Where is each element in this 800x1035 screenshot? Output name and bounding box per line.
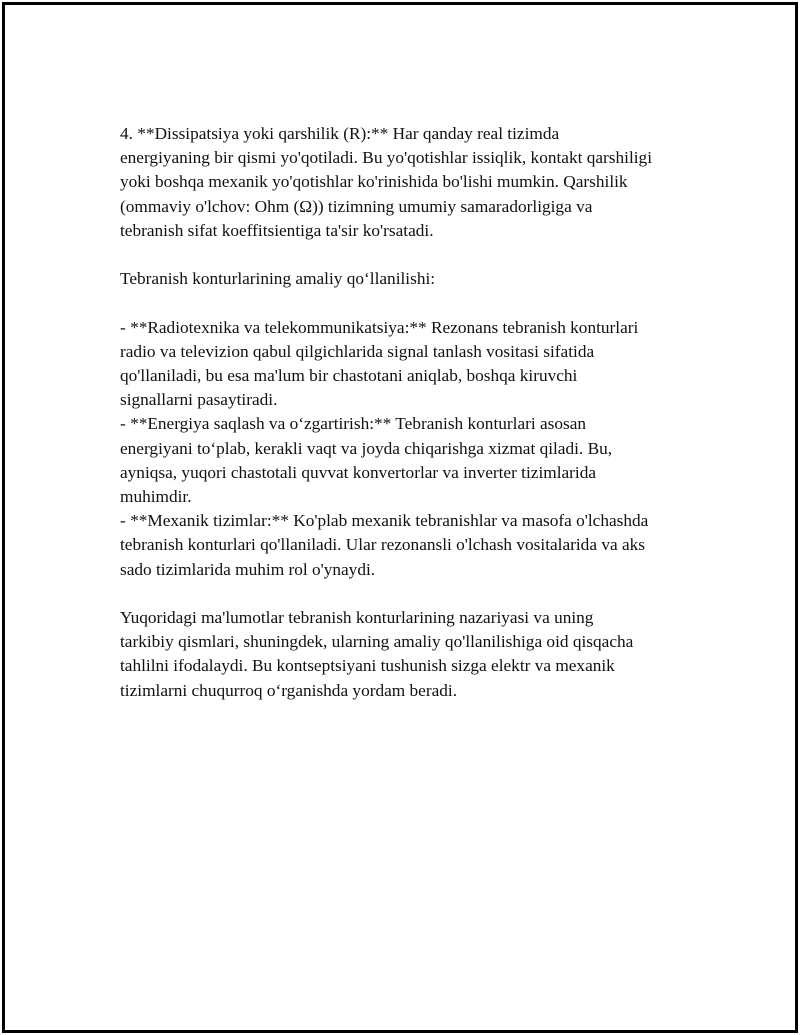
text-line: - **Mexanik tizimlar:** Ko'plab mexanik tebranishlar va masofa o'lchashda [120, 511, 649, 531]
text-line: - **Radiotexnika va telekommunikatsiya:** Rezonans tebranish konturlari [120, 317, 639, 337]
text-line: energiyaning bir qismi yo'qotiladi. Bu yo'qotishlar issiqlik, kontakt qarshiligi [120, 148, 652, 168]
text-line: sado tizimlarida muhim rol o'ynaydi. [120, 559, 376, 579]
paragraph-spacer [120, 243, 710, 267]
paragraph-dissipation [120, 122, 710, 243]
text-line: tebranish konturlari qo'llaniladi. Ular rezonansli o'lchash vositalarida va aks [120, 535, 645, 555]
document-page [2, 2, 798, 1033]
text-line: 4. **Dissipatsiya yoki qarshilik (R):** Har qanday real tizimda [120, 124, 560, 143]
text-line: signallarni pasaytiradi. [120, 390, 278, 410]
text-line: tarkibiy qismlari, shuningdek, ularning amaliy qo'llanilishiga oid qisqacha [120, 632, 634, 652]
text-line: yoki boshqa mexanik yo'qotishlar ko'rinishida bo'lishi mumkin. Qarshilik [120, 172, 628, 192]
text-line: tebranish sifat koeffitsientiga ta'sir ko'rsatadi. [120, 220, 434, 240]
text-line: tahlilni ifodalaydi. Bu kontseptsiyani tushunish sizga elektr va mexanik [120, 656, 615, 676]
text-line: energiyani toʻplab, kerakli vaqt va joyda chiqarishga xizmat qiladi. Bu, [120, 438, 613, 458]
paragraph-conclusion [120, 606, 710, 703]
text-line: - **Energiya saqlash va oʻzgartirish:** Tebranish konturlari asosan [120, 414, 587, 434]
text-line: Yuqoridagi ma'lumotlar tebranish konturlarining nazariyasi va uning [120, 608, 594, 628]
applications-list [120, 316, 710, 582]
text-line: radio va televizion qabul qilgichlarida signal tanlash vositasi sifatida [120, 341, 595, 361]
text-line: qo'llaniladi, bu esa ma'lum bir chastotani aniqlab, boshqa kiruvchi [120, 366, 578, 385]
text-line: tizimlarni chuqurroq oʻrganishda yordam beradi. [120, 680, 458, 700]
document-body [120, 122, 710, 703]
paragraph-spacer [120, 291, 710, 315]
text-line: Tebranish konturlarining amaliy qoʻllanilishi: [120, 269, 436, 289]
section-heading [120, 267, 710, 291]
text-line: (ommaviy o'lchov: Ohm (Ω)) tizimning umumiy samaradorligiga va [120, 196, 593, 216]
paragraph-spacer [120, 582, 710, 606]
text-line: muhimdir. [120, 487, 192, 507]
text-line: ayniqsa, yuqori chastotali quvvat konvertorlar va inverter tizimlarida [120, 462, 597, 482]
